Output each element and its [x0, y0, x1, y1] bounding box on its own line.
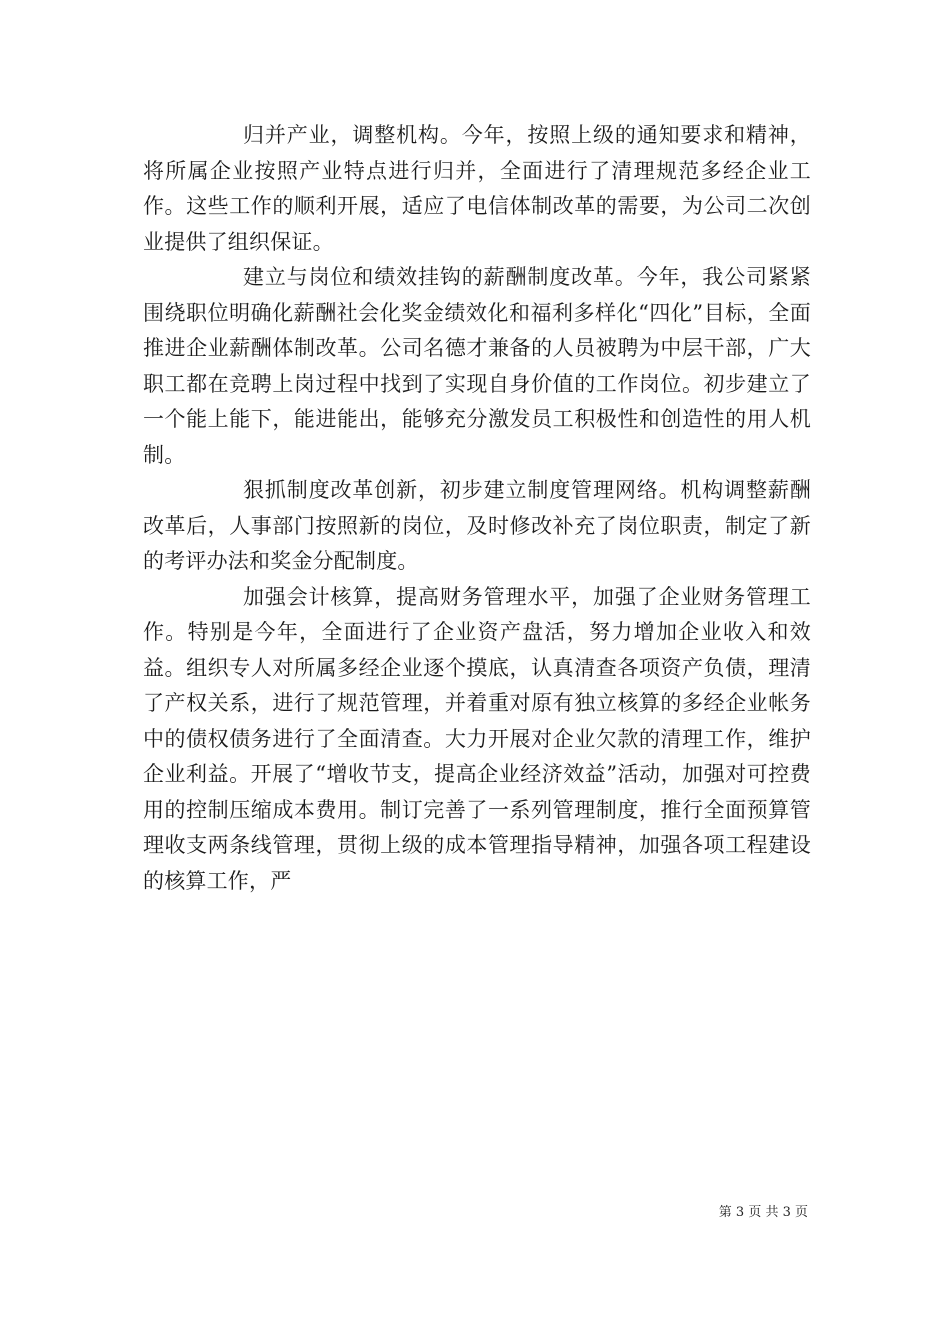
- paragraph-system-innovation: 狠抓制度改革创新，初步建立制度管理网络。机构调整薪酬改革后，人事部门按照新的岗位，及时修改补充了岗位职责，制定了新的考评办法和奖金分配制度。: [143, 478, 811, 573]
- document-body: [143, 118, 811, 899]
- paragraph-accounting: 加强会计核算，提高财务管理水平，加强了企业财务管理工作。特别是今年，全面进行了企业资产盘活，努力增加企业收入和效益。组织专人对所属多经企业逐个摸底，认真清查各项资产负债，理清了产权关系，进行了规范管理，并着重对原有独立核算的多经企业帐务中的债权债务进行了全面清查。大力开展对企业欠款的清理工作，维护企业利益。开展了“增收节支，提高企业经济效益”活动，加强对可控费用的控制压缩成本费用。制订完善了一系列管理制度，推行全面预算管理收支两条线管理，贯彻上级的成本管理指导精神，加强各项工程建设的核算工作，严: [143, 584, 811, 893]
- paragraph-salary-reform: 建立与岗位和绩效挂钩的薪酬制度改革。今年，我公司紧紧围绕职位明确化薪酬社会化奖金绩效化和福利多样化“四化”目标，全面推进企业薪酬体制改革。公司名德才兼备的人员被聘为中层干部，广大职工都在竞聘上岗过程中找到了实现自身价值的工作岗位。初步建立了一个能上能下，能进能出，能够充分激发员工积极性和创造性的用人机制。: [143, 265, 811, 467]
- page-number-footer: 第 3 页 共 3 页: [718, 1205, 808, 1220]
- paragraph-merge-industries: 归并产业，调整机构。今年，按照上级的通知要求和精神，将所属企业按照产业特点进行归并，全面进行了清理规范多经企业工作。这些工作的顺利开展，适应了电信体制改革的需要，为公司二次创业提供了组织保证。: [143, 123, 811, 254]
